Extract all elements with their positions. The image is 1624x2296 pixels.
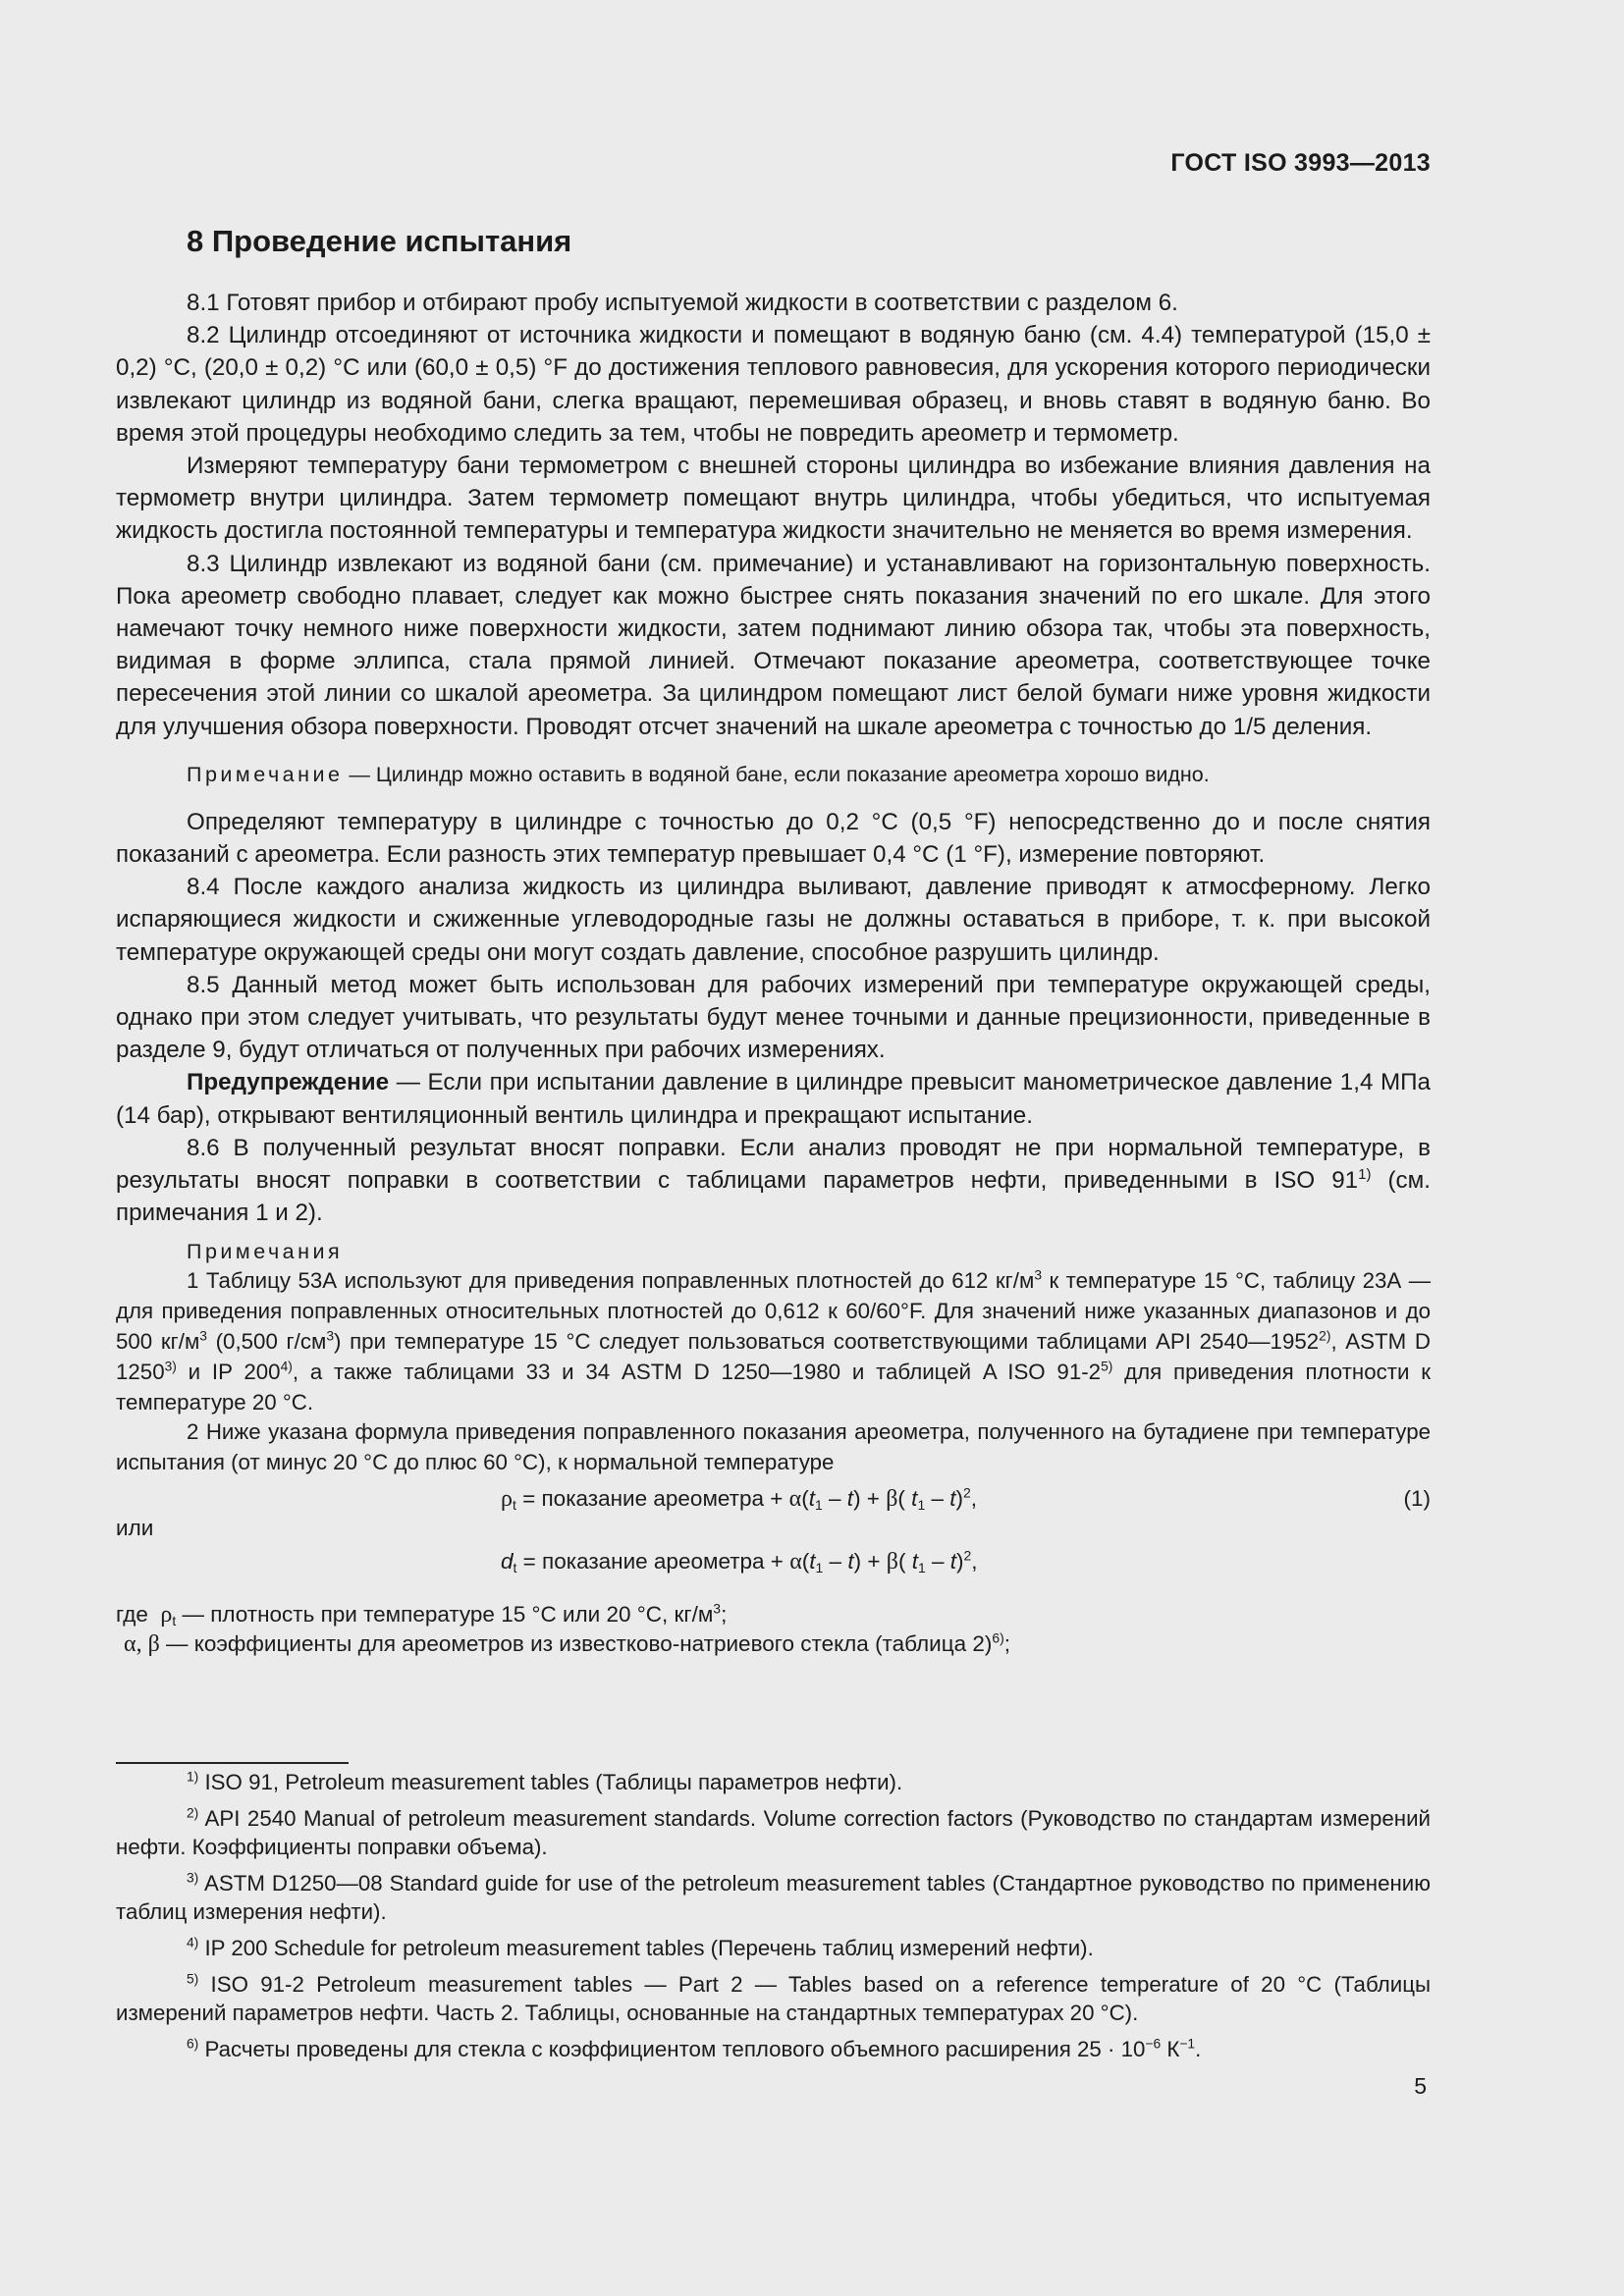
where-rho: где $\rho_t$ — плотность при температуре 15 °С или 20 °С, $кг/м^3$;: [116, 1600, 728, 1629]
footnote-2: $^{2)}$ API 2540 Manual of petroleum measurement standards. Volume correction factors (Руководство по стандартам измерений нефти. Коэффициенты поправки объема).: [116, 1804, 1431, 1860]
note: [116, 760, 1431, 789]
footnote-3: $^{3)}$ ASTM D1250—08 Standard guide for use of the petroleum measurement tables (Стандартное руководство по применению таблиц измерения нефти).: [116, 1869, 1431, 1925]
formula-1: [116, 1484, 1431, 1520]
paragraph-8-5: 8.5 Данный метод может быть использован для рабочих измерений при температуре окружающей среды, однако при этом следует учитывать, что результаты будут менее точными и данные прецизионности, приведенные в разделе 9, будут отличаться от полученных при рабочих измерениях.: [116, 971, 1431, 1064]
footnote-ref[interactable]: 6): [992, 1629, 1004, 1646]
paragraph-8-3: 8.3 Цилиндр извлекают из водяной бани (см. примечание) и устанавливают на горизонтальную поверхность. Пока ареометр свободно плавает, следует как можно быстрее снять показания значений по его шкале. Для этого намечают точку немного ниже поверхности жидкости, затем поднимают линию обзора так, чтобы эта поверхность, видимая в форме эллипса, стала прямой линией. Отмечают показание ареометра, соответствующее точке пересечения этой линии со шкалой ареометра. За цилиндром помещают лист белой бумаги ниже уровня жидкости для улучшения обзора поверхности. Проводят отсчет значений на шкале ареометра с точностью до 1/5 деления.: [116, 550, 1431, 740]
note-2: 2 Ниже указана формула приведения поправленного показания ареометра, полученного на бутадиене при температуре испытания (от минус 20 °С до плюс 60 °С), к нормальной температуре: [116, 1419, 1431, 1475]
formula-1-expression: $\rho_t$ = показание ареометра + $\alpha(t_1 - t) + \beta$( $t_1 - t)^2$,: [501, 1484, 978, 1514]
paragraph-8-6: 8.6 В полученный результат вносят поправки. Если анализ проводят не при нормальной температуре, в результаты вносят поправки в соответствии с таблицами параметров нефти, приведенными в ISO 91$^{1)}$ (см. примечания 1 и 2).: [116, 1134, 1431, 1227]
standard-code-header: ГОСТ ISO 3993—2013: [1170, 149, 1431, 177]
formula-1-alt-expression: $d_t$ = показание ареометра + $\alpha(t_1 - t) + \beta$( $t_1 - t)^2$,: [501, 1547, 978, 1576]
footnote-ref[interactable]: 2): [1319, 1327, 1331, 1344]
footnotes: [116, 1768, 1431, 2070]
section-title: 8 Проведение испытания: [187, 224, 572, 258]
note-label: Примечание: [187, 762, 344, 786]
page-number: 5: [1414, 2073, 1427, 2099]
warning-paragraph: [116, 1066, 1431, 1131]
paragraph-temperature: Определяют температуру в цилиндре с точностью до 0,2 °С (0,5 °F) непосредственно до и после снятия показаний с ареометра. Если разность этих температур превышает 0,4 °С (1 °F), измерение повторяют.: [116, 808, 1431, 869]
footnote-6: $^{6)}$ Расчеты проведены для стекла с коэффициентом теплового объемного расширения $25 \cdot 10^{-6}$ $К^{-1}$.: [187, 2035, 1202, 2061]
footnote-ref[interactable]: 3): [164, 1358, 177, 1374]
warning-label: Предупреждение: [187, 1069, 390, 1096]
paragraph-measure-temperature: Измеряют температуру бани термометром с внешней стороны цилиндра во избежание влияния давления на термометр внутри цилиндра. Затем термометр помещают внутрь цилиндра, чтобы убедиться, что испытуемая жидкость достигла постоянной температуры и температура жидкости значительно не меняется во время измерения.: [116, 453, 1431, 545]
footnote-ref[interactable]: 5): [1101, 1358, 1113, 1374]
footnote-ref[interactable]: 4): [280, 1358, 293, 1374]
paragraph-8-2: 8.2 Цилиндр отсоединяют от источника жидкости и помещают в водяную баню (см. 4.4) температурой (15,0 ± 0,2) °С, (20,0 ± 0,2) °С или (60,0 ± 0,5) °F до достижения теплового равновесия, для ускорения которого периодически извлекают цилиндр из водяной бани, слегка вращают, перемешивая образец, и вновь ставят в водяную баню. Во время этой процедуры необходимо следить за тем, чтобы не повредить ареометр и термометр.: [116, 322, 1431, 447]
footnote-separator: [116, 1762, 349, 1764]
warning-text: — Если при испытании давление в цилиндре превысит манометрическое давление 1,4 МПа (14 бар), открывают вентиляционный вентиль цилиндра и прекращают испытание.: [116, 1069, 1431, 1129]
footnote-1: $^{1)}$ ISO 91, Petroleum measurement tables (Таблицы параметров нефти).: [187, 1768, 903, 1794]
formula-number: (1): [1403, 1486, 1431, 1512]
formula-1-alt: [116, 1547, 1431, 1582]
formula-or: или: [116, 1516, 154, 1541]
where-alpha-beta: α, β — коэффициенты для ареометров из известково-натриевого стекла (таблица 2)$^{6)}$;: [124, 1629, 1011, 1658]
note-1: 1 Таблицу 53А используют для приведения поправленных плотностей до 612 $кг/м^3$ к температуре 15 °С, таблицу 23А — для приведения поправленных относительных плотностей до 0,612 к 60/60°F. Для значений ниже указанных диапазонов и до 500 $кг/м^3$ (0,500 $г/см^3$) при температуре 15 °С следует пользоваться соответствующими таблицами API 2540—1952$^{2)}$, ASTM D 1250$^{3)}$ и IP 200$^{4)}$, а также таблицами 33 и 34 ASTM D 1250—1980 и таблицей A ISO 91-2$^{5)}$ для приведения плотности к температуре 20 °С.: [116, 1267, 1432, 1415]
footnote-4: $^{4)}$ IP 200 Schedule for petroleum measurement tables (Перечень таблиц измерений нефти).: [187, 1934, 1094, 1960]
note-text: — Цилиндр можно оставить в водяной бане, если показание ареометра хорошо видно.: [343, 762, 1210, 786]
footnote-5: $^{5)}$ ISO 91-2 Petroleum measurement tables — Part 2 — Tables based on a reference temperature of 20 °C (Таблицы измерений параметров нефти. Часть 2. Таблицы, основанные на стандартных температурах 20 °С).: [116, 1970, 1431, 2026]
paragraph-8-1: 8.1 Готовят прибор и отбирают пробу испытуемой жидкости в соответствии с разделом 6.: [187, 290, 1178, 316]
footnote-ref[interactable]: 1): [1358, 1166, 1372, 1184]
notes-heading: Примечания: [187, 1240, 344, 1264]
section-body: [116, 287, 1431, 1659]
paragraph-8-4: 8.4 После каждого анализа жидкость из цилиндра выливают, давление приводят к атмосферному. Легко испаряющиеся жидкости и сжиженные углеводородные газы не должны оставаться в приборе, т. к. при высокой температуре окружающей среды они могут создать давление, способное разрушить цилиндр.: [116, 874, 1431, 966]
